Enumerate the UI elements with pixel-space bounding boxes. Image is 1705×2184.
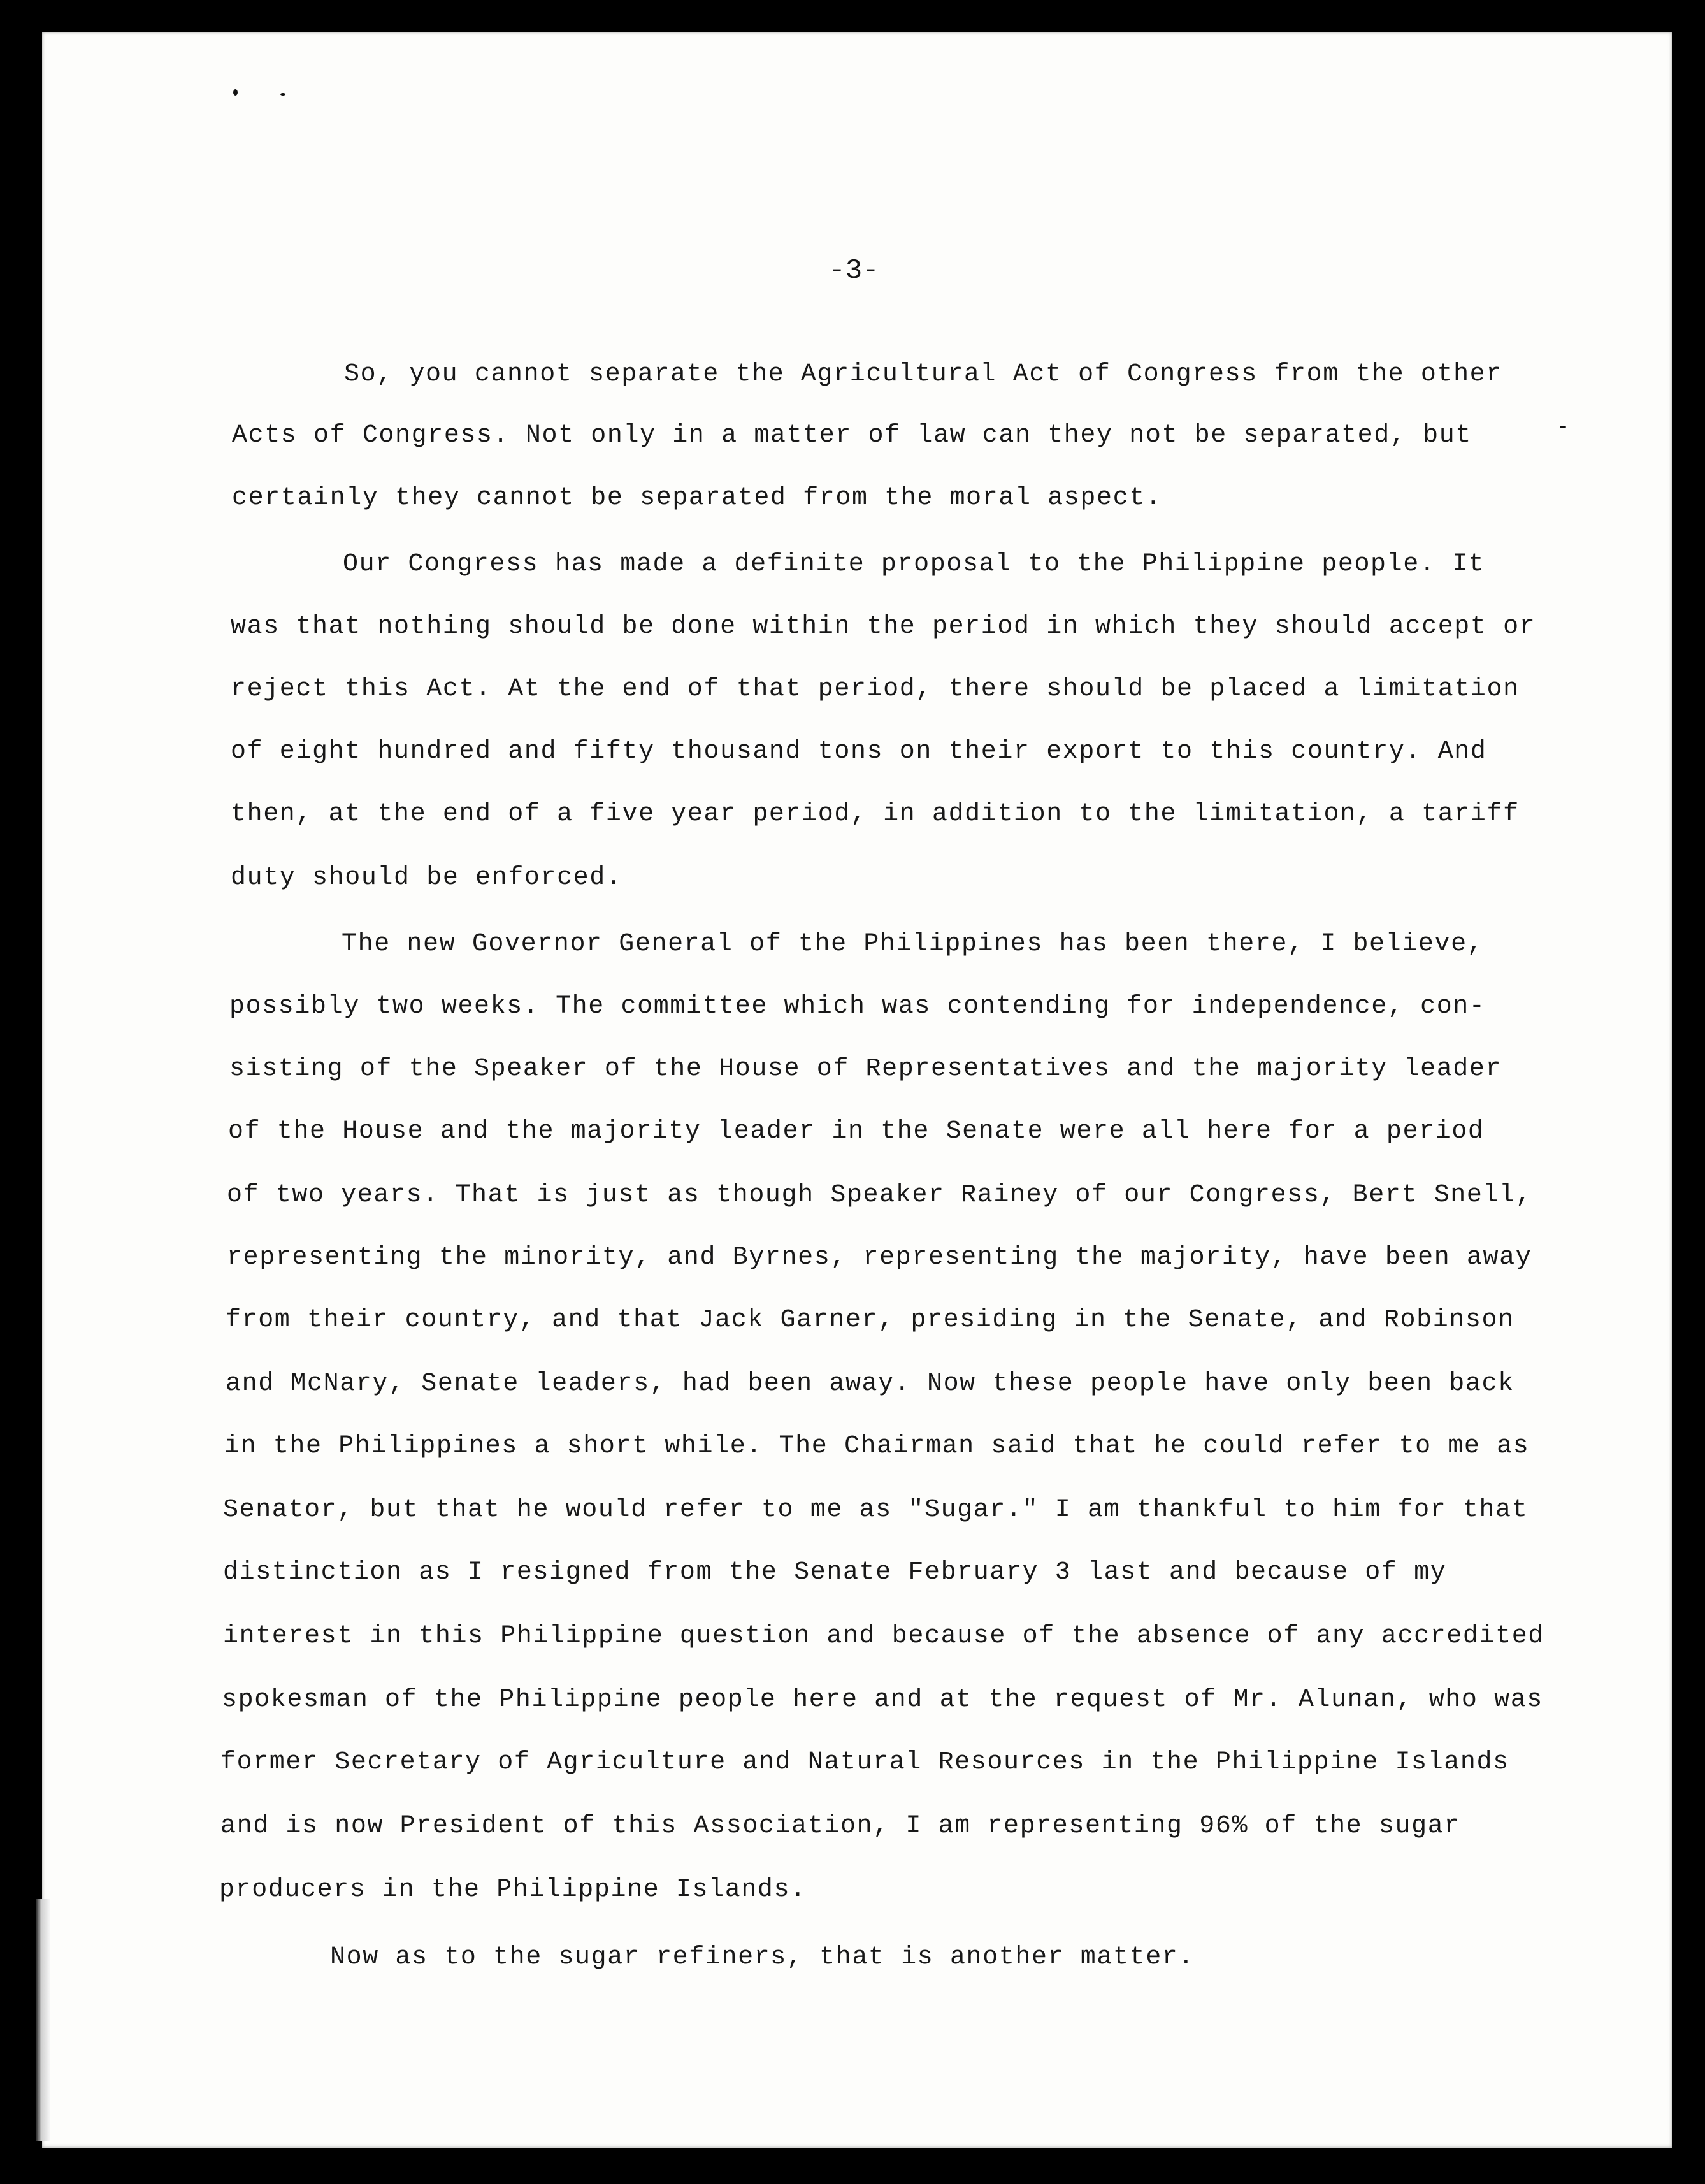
text-line: and is now President of this Association, I am representing 96% of the sugar bbox=[220, 1812, 1460, 1840]
text-line: Now as to the sugar refiners, that is another matter. bbox=[330, 1943, 1195, 1972]
text-line: in the Philippines a short while. The Chairman said that he could refer to me as bbox=[224, 1432, 1530, 1461]
text-line: Our Congress has made a definite proposal to the Philippine people. It bbox=[343, 550, 1485, 579]
text-line: distinction as I resigned from the Senate February 3 last and because of my bbox=[223, 1558, 1447, 1587]
text-line: from their country, and that Jack Garner, presiding in the Senate, and Robinson bbox=[226, 1306, 1514, 1334]
text-line: producers in the Philippine Islands. bbox=[219, 1876, 807, 1904]
text-line: and McNary, Senate leaders, had been away. Now these people have only been back bbox=[226, 1370, 1514, 1398]
text-line: then, at the end of a five year period, in addition to the limitation, a tariff bbox=[231, 800, 1520, 828]
text-line: So, you cannot separate the Agricultural Act of Congress from the other bbox=[344, 360, 1502, 389]
text-line: of the House and the majority leader in the Senate were all here for a period bbox=[228, 1117, 1485, 1146]
text-line: reject this Act. At the end of that period, there should be placed a limitation bbox=[231, 675, 1520, 704]
page-number: -3- bbox=[828, 255, 879, 287]
text-line: Senator, but that he would refer to me as "Sugar." I am thankful to him for that bbox=[223, 1496, 1529, 1524]
text-line: interest in this Philippine question and because of the absence of any accredited bbox=[223, 1622, 1544, 1651]
text-line: spokesman of the Philippine people here and at the request of Mr. Alunan, who was bbox=[222, 1686, 1543, 1714]
text-line: former Secretary of Agriculture and Natural Resources in the Philippine Islands bbox=[220, 1748, 1509, 1777]
text-line: of two years. That is just as though Speaker Rainey of our Congress, Bert Snell, bbox=[227, 1181, 1532, 1210]
text-line: possibly two weeks. The committee which was contending for independence, con- bbox=[229, 992, 1486, 1021]
page-edge-shadow bbox=[36, 1899, 50, 2141]
text-line: was that nothing should be done within the period in which they should accept or bbox=[231, 612, 1536, 641]
text-line: representing the minority, and Byrnes, representing the majority, have been away bbox=[227, 1243, 1532, 1272]
text-line: duty should be enforced. bbox=[231, 864, 622, 892]
text-line: The new Governor General of the Philippines has been there, I believe, bbox=[342, 930, 1484, 958]
ink-speck bbox=[233, 89, 238, 96]
text-line: Acts of Congress. Not only in a matter of law can they not be separated, but bbox=[232, 421, 1472, 450]
text-line: sisting of the Speaker of the House of Representatives and the majority leader bbox=[229, 1055, 1502, 1083]
text-line: certainly they cannot be separated from the moral aspect. bbox=[232, 484, 1162, 512]
ink-speck bbox=[280, 93, 285, 96]
ink-speck bbox=[1560, 426, 1566, 428]
text-line: of eight hundred and fifty thousand tons on their export to this country. And bbox=[231, 737, 1487, 766]
